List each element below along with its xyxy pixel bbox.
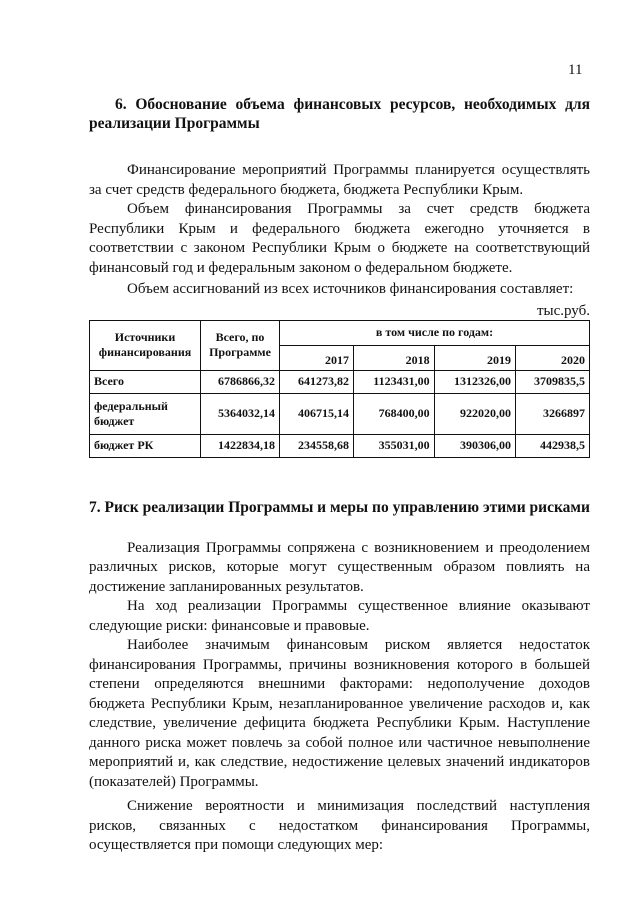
header-year: 2019 [434, 345, 515, 370]
table-row [90, 370, 590, 393]
cell-total: 1422834,18 [201, 434, 280, 457]
cell-value: 1123431,00 [354, 370, 435, 393]
table-row [90, 434, 590, 457]
cell-value: 234558,68 [280, 434, 354, 457]
table-row [90, 393, 590, 434]
financing-table [89, 320, 590, 458]
row-label: федеральный бюджет [90, 393, 201, 434]
page-content [89, 95, 590, 856]
row-label: Всего [90, 370, 201, 393]
cell-value: 922020,00 [434, 393, 515, 434]
cell-value: 1312326,00 [434, 370, 515, 393]
section-6-paragraph: Финансирование мероприятий Программы планируется осуществлять за счет средств федерального бюджета, бюджета Республики Крым. [89, 162, 590, 198]
cell-total: 5364032,14 [201, 393, 280, 434]
cell-value: 442938,5 [515, 434, 589, 457]
header-total: Всего, по Программе [201, 320, 280, 370]
section-6-paragraph: Объем финансирования Программы за счет средств бюджета Республики Крым и федерального бюджета ежегодно уточняется в соответствии с законом Республики Крым о бюджете на соответствующий финансовый год и федеральным законом о федеральном бюджете. [89, 201, 590, 276]
cell-value: 3709835,5 [515, 370, 589, 393]
cell-total: 6786866,32 [201, 370, 280, 393]
section-7-paragraph: На ход реализации Программы существенное влияние оказывают следующие риски: финансовые и правовые. [89, 598, 590, 634]
cell-value: 390306,00 [434, 434, 515, 457]
cell-value: 355031,00 [354, 434, 435, 457]
section-7-heading: 7. Риск реализации Программы и меры по управлению этими рисками [89, 498, 590, 516]
cell-value: 641273,82 [280, 370, 354, 393]
header-source: Источники финансирования [90, 320, 201, 370]
section-7-paragraph: Наиболее значимым финансовым риском является недостаток финансирования Программы, причины возникновения которого в большей степени определяются внешними факторами: недополучение доходов бюджета Республики Крым, незапланированное увеличение расходов и, как следствие, увеличение дефицита бюджета Республики Крым. Наступление данного риска может повлечь за собой полное или частичное невыполнение мероприятий и, как следствие, недостижение целевых значений индикаторов (показателей) Программы. [89, 637, 590, 790]
table-unit: тыс.руб. [536, 302, 590, 319]
section-7-paragraph: Реализация Программы сопряжена с возникновением и преодолением различных рисков, которые могут существенным образом повлиять на достижение запланированных результатов. [89, 539, 590, 595]
section-7-paragraph: Снижение вероятности и минимизация последствий наступления рисков, связанных с недостатком финансирования Программы, осуществляется при помощи следующих мер: [89, 798, 590, 853]
table-header-row [90, 320, 590, 345]
cell-value: 3266897 [515, 393, 589, 434]
page-number: 11 [568, 62, 583, 78]
header-year: 2020 [515, 345, 589, 370]
header-year: 2017 [280, 345, 354, 370]
header-years-group: в том числе по годам: [280, 320, 590, 345]
section-6-paragraph: Объем ассигнований из всех источников финансирования составляет: [127, 281, 574, 297]
cell-value: 406715,14 [280, 393, 354, 434]
header-year: 2018 [354, 345, 435, 370]
cell-value: 768400,00 [354, 393, 435, 434]
row-label: бюджет РК [90, 434, 201, 457]
section-6-heading: 6. Обоснование объема финансовых ресурсов, необходимых для реализации Программы [89, 96, 590, 132]
